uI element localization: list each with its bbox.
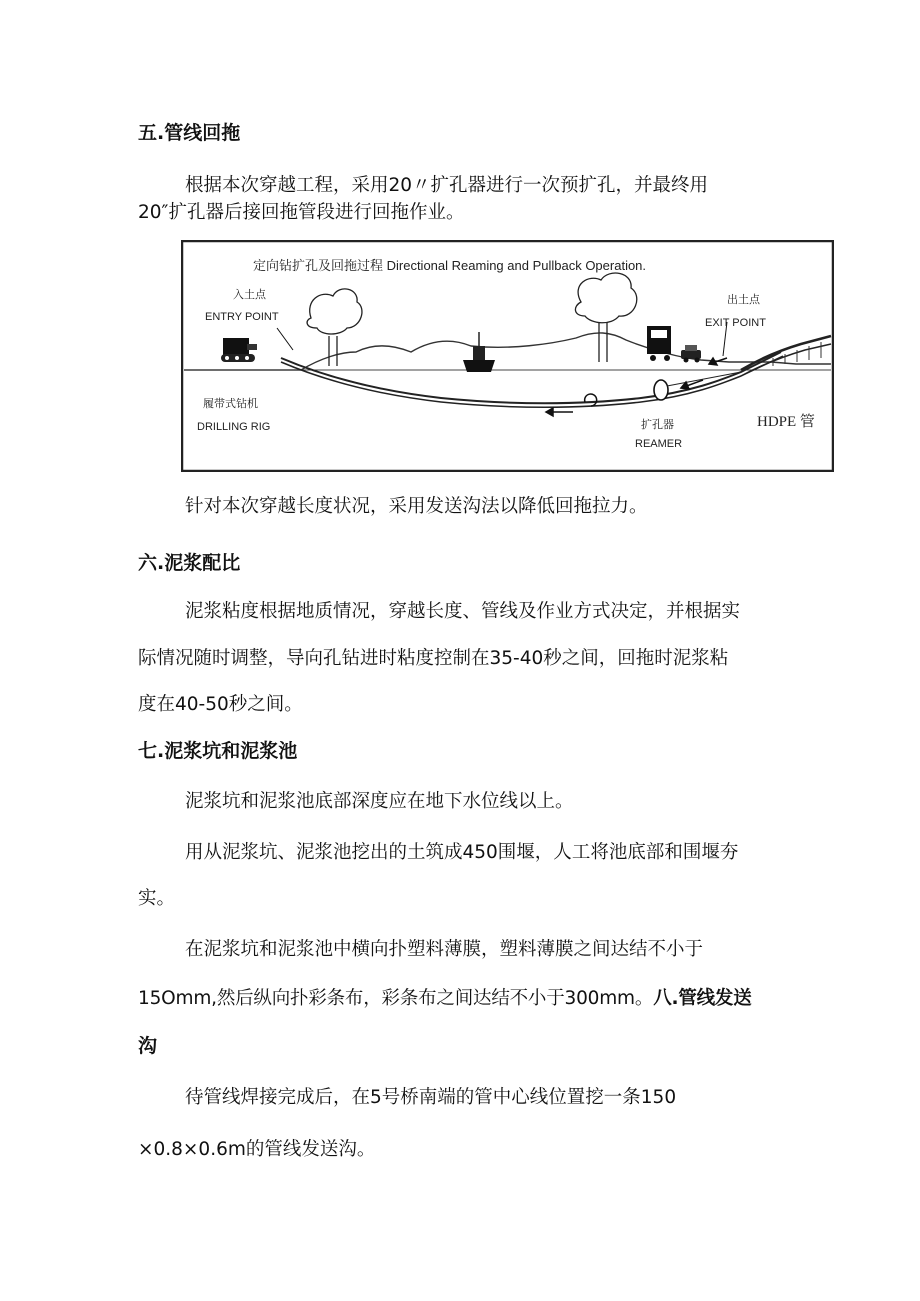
reamer-cn-label: 扩孔器: [641, 419, 674, 431]
pullback-diagram: [181, 240, 834, 472]
entry-point-en-label: ENTRY POINT: [205, 311, 279, 323]
section6-line1: 泥浆粘度根据地质情况，穿越长度、管线及作业方式决定，并根据实: [185, 601, 741, 622]
section8-heading-part2: 沟: [138, 1035, 158, 1057]
section8-line1: 待管线焊接完成后，在5号桥南端的管中心线位置挖一条150: [185, 1087, 677, 1108]
section7-p2-line2: 实。: [138, 888, 176, 909]
drilling-rig-en-label: DRILLING RIG: [197, 421, 271, 433]
diagram-title: 定向钻扩孔及回拖过程 Directional Reaming and Pullback Operation.: [253, 258, 647, 273]
section5-para2: 针对本次穿越长度状况，采用发送沟法以降低回拖拉力。: [185, 496, 648, 517]
section7-heading: 七.泥浆坑和泥浆池: [138, 740, 298, 762]
section7-p3-line1: 在泥浆坑和泥浆池中横向扑塑料薄膜，塑料薄膜之间达结不小于: [185, 939, 704, 960]
section6-line3: 度在40-50秒之间。: [138, 694, 303, 715]
section8-line2: ×0.8×0.6m的管线发送沟。: [138, 1139, 376, 1160]
section6-heading: 六.泥浆配比: [138, 552, 241, 574]
section7-p3-line2-row: [138, 984, 752, 1010]
exit-point-cn-label: 出土点: [727, 294, 760, 306]
section8-heading-part1: 八.管线发送: [653, 988, 752, 1009]
hdpe-pipe-label: HDPE 管: [757, 414, 815, 430]
section7-p1: 泥浆坑和泥浆池底部深度应在地下水位线以上。: [185, 791, 574, 812]
section5-para1-line1: 根据本次穿越工程，采用20〃扩孔器进行一次预扩孔，并最终用: [185, 175, 709, 196]
section5-heading: 五.管线回拖: [138, 122, 241, 144]
drilling-rig-cn-label: 履带式钻机: [203, 398, 258, 410]
section6-line2: 际情况随时调整，导向孔钻进时粘度控制在35-40秒之间，回拖时泥浆粘: [138, 648, 729, 669]
section7-p3-line2: 15Omm,然后纵向扑彩条布，彩条布之间达结不小于300mm。: [138, 988, 654, 1009]
exit-point-en-label: EXIT POINT: [705, 317, 766, 329]
section5-para1-line2: 20″扩孔器后接回拖管段进行回拖作业。: [138, 202, 465, 223]
entry-point-cn-label: 入土点: [233, 289, 266, 301]
reamer-en-label: REAMER: [635, 438, 683, 450]
section7-p2-line1: 用从泥浆坑、泥浆池挖出的土筑成450围堰，人工将池底部和围堰夯: [185, 842, 739, 863]
